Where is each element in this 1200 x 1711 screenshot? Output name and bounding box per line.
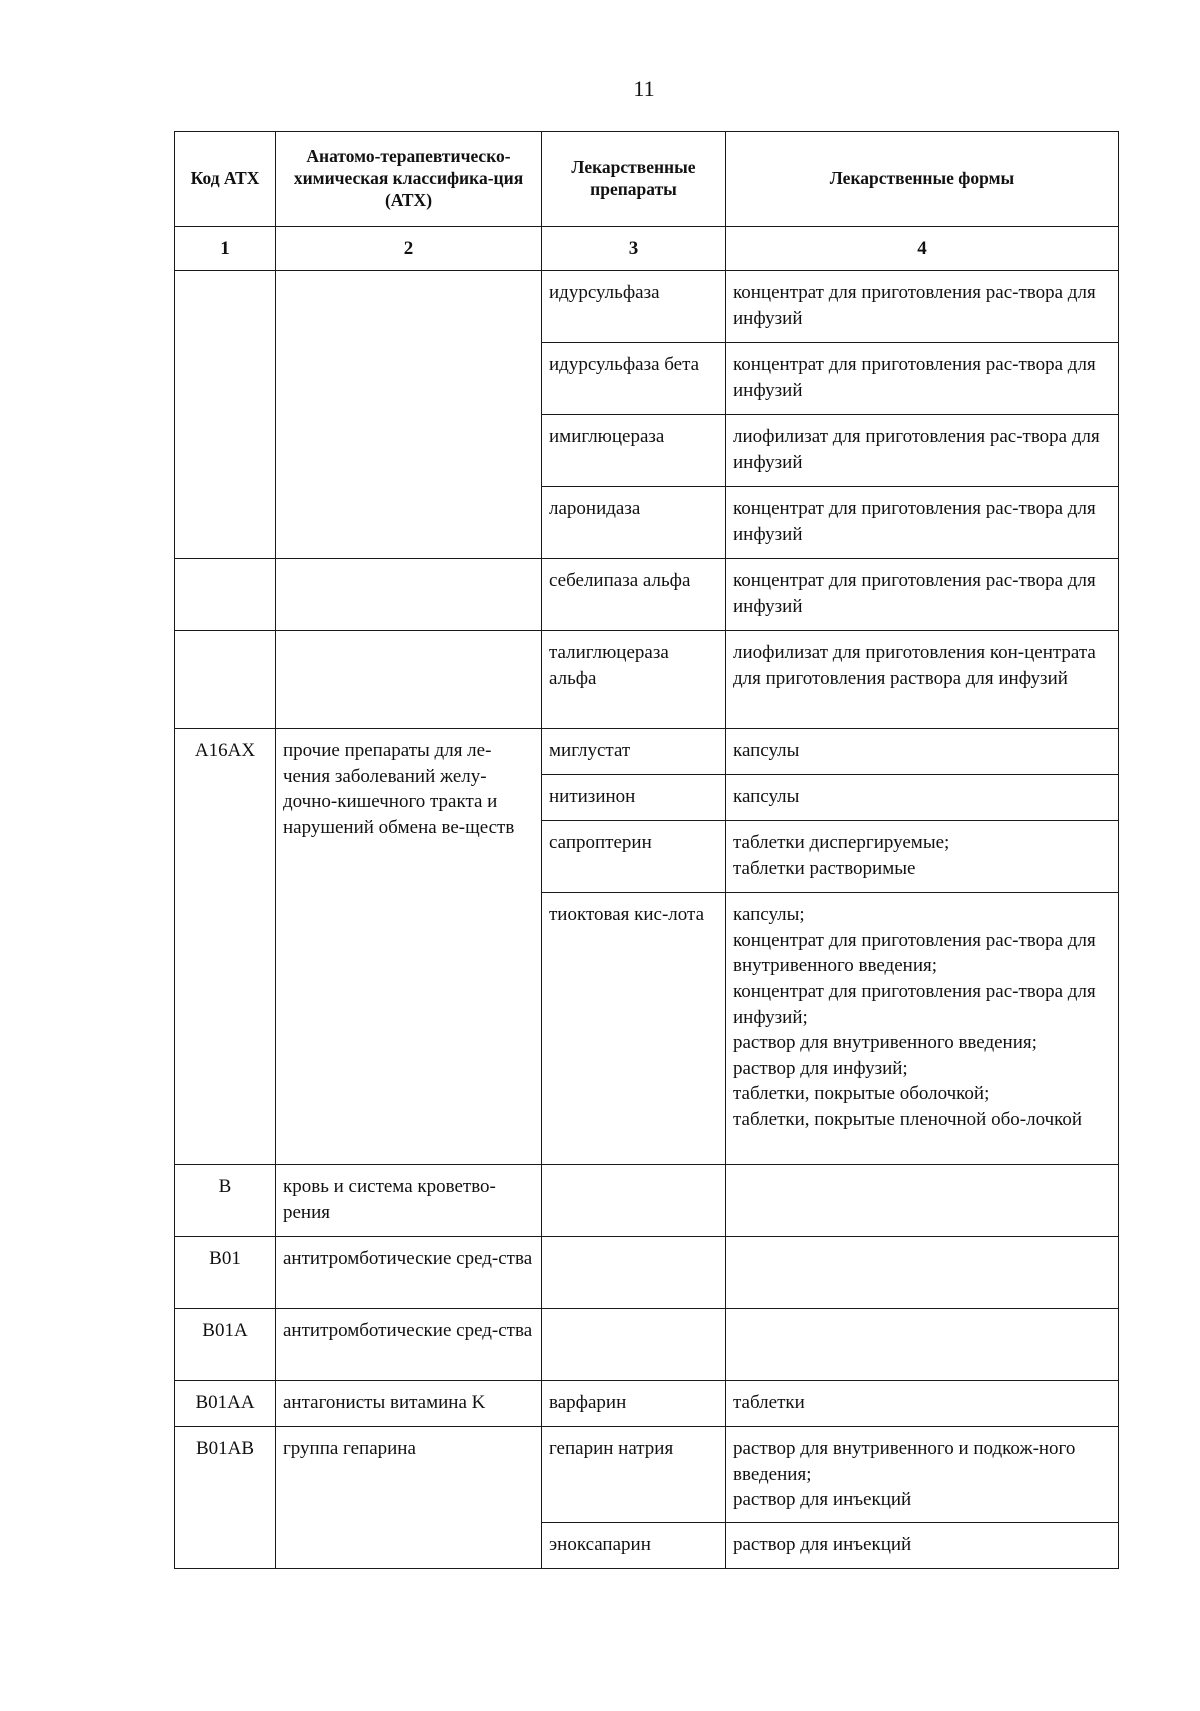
dosage-form-line: концентрат для приготовления рас-твора для внутривенного введения; [733,929,1096,977]
drug-name: сапроптерин [542,821,726,893]
column-number: 1 [175,227,276,271]
empty-cell [542,1165,726,1237]
header-row [175,132,1119,227]
column-number: 4 [726,227,1119,271]
table-row [175,1165,1119,1237]
atx-code: B01AB [175,1427,276,1569]
drug-name: себелипаза альфа [542,559,726,631]
empty-cell [726,1165,1119,1237]
column-number-row [175,227,1119,271]
atx-code: B01A [175,1309,276,1381]
dosage-form: концентрат для приготовления рас-твора для инфузий [726,343,1119,415]
dosage-form: капсулы [726,729,1119,775]
header-atx-code: Код АТХ [175,132,276,227]
dosage-form-line: раствор для инфузий; [733,1057,908,1079]
empty-cell [726,1309,1119,1381]
drug-name: гепарин натрия [542,1427,726,1523]
drug-name: эноксапарин [542,1523,726,1569]
atx-code: B [175,1165,276,1237]
dosage-form [726,821,1119,893]
table-row [175,1309,1119,1381]
empty-cell [175,559,276,631]
dosage-form-line: таблетки, покрытые пленочной обо-лочкой [733,1109,1083,1131]
table-row [175,631,1119,729]
column-number: 3 [542,227,726,271]
atx-code: B01AA [175,1381,276,1427]
atx-classification: группа гепарина [276,1427,542,1569]
atx-code: A16AX [175,729,276,1165]
dosage-form-line: капсулы; [733,904,805,925]
empty-cell [542,1237,726,1309]
empty-cell [276,271,542,559]
table-row [175,729,1119,775]
table-row [175,271,1119,343]
dosage-form: лиофилизат для приготовления рас-твора для инфузий [726,415,1119,487]
header-drugs: Лекарственные препараты [542,132,726,227]
dosage-form: капсулы [726,775,1119,821]
dosage-form: концентрат для приготовления рас-твора для инфузий [726,271,1119,343]
empty-cell [175,271,276,559]
dosage-form: лиофилизат для приготовления кон-центрата для приготовления раствора для инфузий [726,631,1119,729]
drug-name: имиглюцераза [542,415,726,487]
dosage-form [726,1427,1119,1523]
table-row [175,1427,1119,1523]
atx-table [174,131,1119,1569]
dosage-form-line: таблетки растворимые [733,857,916,879]
drug-name: идурсульфаза [542,271,726,343]
dosage-form-line: таблетки диспергируемые; [733,832,950,853]
table-row [175,1381,1119,1427]
drug-name: ларонидаза [542,487,726,559]
page-number: 11 [633,76,655,101]
drug-name: талиглюцераза альфа [542,631,726,729]
empty-cell [726,1237,1119,1309]
empty-cell [175,631,276,729]
dosage-form-line: раствор для внутривенного введения; [733,1032,1037,1054]
column-number: 2 [276,227,542,271]
empty-cell [276,559,542,631]
atx-classification: антагонисты витамина K [276,1381,542,1427]
table-row [175,1237,1119,1309]
atx-classification: антитромботические сред-ства [276,1237,542,1309]
dosage-form: таблетки [726,1381,1119,1427]
empty-cell [542,1309,726,1381]
dosage-form [726,893,1119,1165]
dosage-form-line: раствор для внутривенного и подкож-ного введения; [733,1438,1076,1485]
table-row [175,559,1119,631]
drug-name: идурсульфаза бета [542,343,726,415]
drug-name: тиоктовая кис-лота [542,893,726,1165]
drug-name: нитизинон [542,775,726,821]
atx-classification: антитромботические сред-ства [276,1309,542,1381]
dosage-form: концентрат для приготовления рас-твора для инфузий [726,487,1119,559]
dosage-form-line: концентрат для приготовления рас-твора для инфузий; [733,980,1096,1028]
drug-name: миглустат [542,729,726,775]
drug-name: варфарин [542,1381,726,1427]
header-dosage-forms: Лекарственные формы [726,132,1119,227]
atx-classification: кровь и система кроветво-рения [276,1165,542,1237]
atx-code: B01 [175,1237,276,1309]
dosage-form: концентрат для приготовления рас-твора для инфузий [726,559,1119,631]
dosage-form-line: раствор для инъекций [733,1489,912,1511]
atx-classification: прочие препараты для ле-чения заболеваний желу-дочно-кишечного тракта и нарушений обмена ве-ществ [276,729,542,1165]
dosage-form: раствор для инъекций [726,1523,1119,1569]
dosage-form-line: таблетки, покрытые оболочкой; [733,1083,990,1105]
empty-cell [276,631,542,729]
header-classification: Анатомо-терапевтическо-химическая классифика-ция (АТХ) [276,132,542,227]
